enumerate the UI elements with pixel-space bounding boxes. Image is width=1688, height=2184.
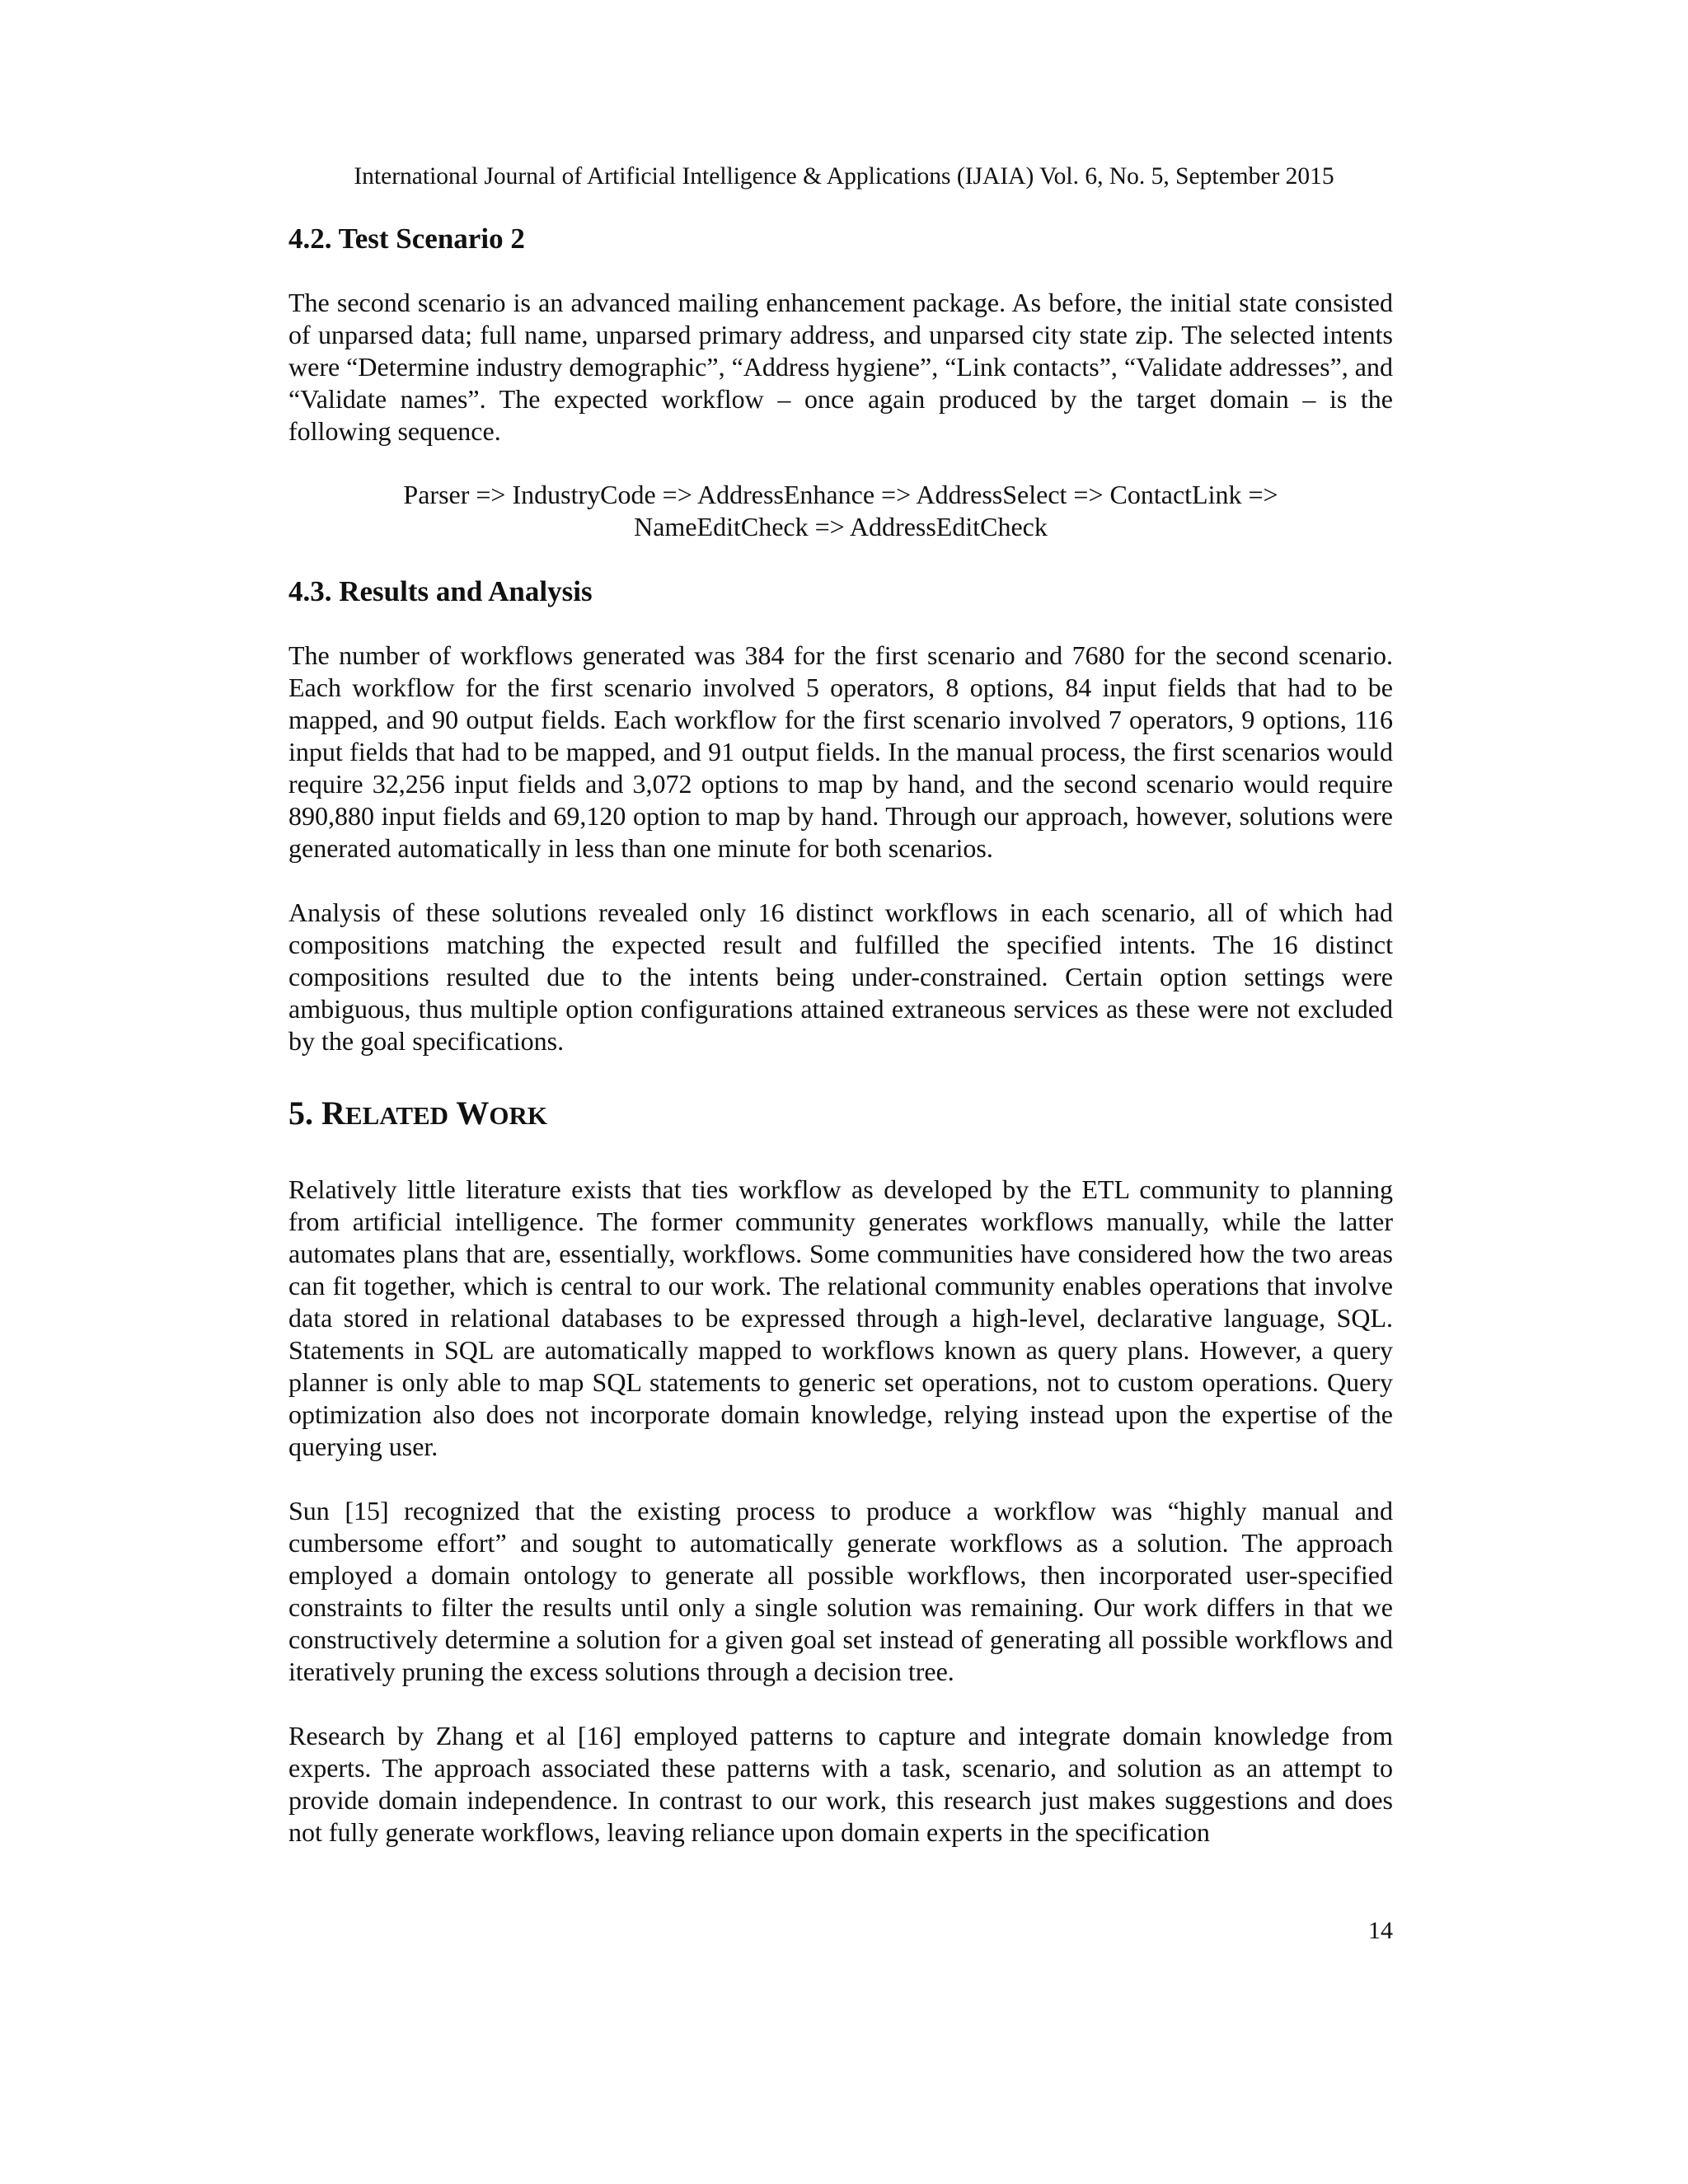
paragraph-scenario-2: The second scenario is an advanced mailing enhancement package. As before, the initial state consisted of unparsed data; full name, unparsed primary address, and unparsed city state zip. The selected intents were “Determine industry demographic”, “Address hygiene”, “Link contacts”, “Validate addresses”, and “Validate names”. The expected workflow – once again produced by the target domain – is the following sequence. bbox=[288, 288, 1393, 446]
section-5-word-2: WORK bbox=[456, 1094, 547, 1132]
paragraph-related-work-3: Research by Zhang et al [16] employed patterns to capture and integrate domain knowledge from experts. The approach associated these patterns with a task, scenario, and solution as an attempt to provide domain independence. In contrast to our work, this research just makes suggestions and does not fully generate workflows, leaving reliance upon domain experts in the specification bbox=[288, 1721, 1393, 1847]
section-heading-4-3: 4.3. Results and Analysis bbox=[288, 575, 593, 607]
paragraph-results-1: The number of workflows generated was 384 for the first scenario and 7680 for the second scenario. Each workflow for the first scenario involved 5 operators, 8 options, 84 input fields that had to be mapped, and 90 output fields. Each workflow for the first scenario involved 7 operators, 9 options, 116 input fields that had to be mapped, and 91 output fields. In the manual process, the first scenarios would require 32,256 input fields and 3,072 options to map by hand, and the second scenario would require 890,880 input fields and 69,120 option to map by hand. Through our approach, however, solutions were generated automatically in less than one minute for both scenarios. bbox=[288, 640, 1393, 863]
section-5-word-1: RELATED bbox=[321, 1094, 449, 1132]
section-heading-5 bbox=[288, 1094, 1393, 1136]
journal-header: International Journal of Artificial Intelligence & Applications (IJAIA) Vol. 6, No. 5, September 2015 bbox=[354, 163, 1334, 190]
page-number: 14 bbox=[1368, 1917, 1393, 1944]
paragraph-results-2: Analysis of these solutions revealed only 16 distinct workflows in each scenario, all of which had compositions matching the expected result and fulfilled the specified intents. The 16 distinct compositions resulted due to the intents being under-constrained. Certain option settings were ambiguous, thus multiple option configurations attained extraneous services as these were not excluded by the goal specifications. bbox=[288, 898, 1393, 1056]
paragraph-related-work-2: Sun [15] recognized that the existing process to produce a workflow was “highly manual and cumbersome effort” and sought to automatically generate workflows as a solution. The approach employed a domain ontology to generate all possible workflows, then incorporated user-specified constraints to filter the results until only a single solution was remaining. Our work differs in that we constructively determine a solution for a given goal set instead of generating all possible workflows and iteratively pruning the excess solutions through a decision tree. bbox=[288, 1496, 1393, 1686]
workflow-sequence-line-1: Parser => IndustryCode => AddressEnhance => AddressSelect => ContactLink => bbox=[403, 480, 1278, 509]
workflow-sequence-line-2: NameEditCheck => AddressEditCheck bbox=[634, 512, 1048, 541]
page-content bbox=[288, 222, 1393, 1849]
section-heading-4-2: 4.2. Test Scenario 2 bbox=[288, 223, 525, 255]
paragraph-related-work-1: Relatively little literature exists that ties workflow as developed by the ETL community to planning from artificial intelligence. The former community generates workflows manually, while the latter automates plans that are, essentially, workflows. Some communities have considered how the two areas can fit together, which is central to our work. The relational community enables operations that involve data stored in relational databases to be expressed through a high-level, declarative language, SQL. Statements in SQL are automatically mapped to workflows known as query plans. However, a query planner is only able to map SQL statements to generic set operations, not to custom operations. Query optimization also does not incorporate domain knowledge, relying instead upon the expertise of the querying user. bbox=[288, 1174, 1393, 1461]
section-5-number: 5. bbox=[288, 1094, 313, 1132]
